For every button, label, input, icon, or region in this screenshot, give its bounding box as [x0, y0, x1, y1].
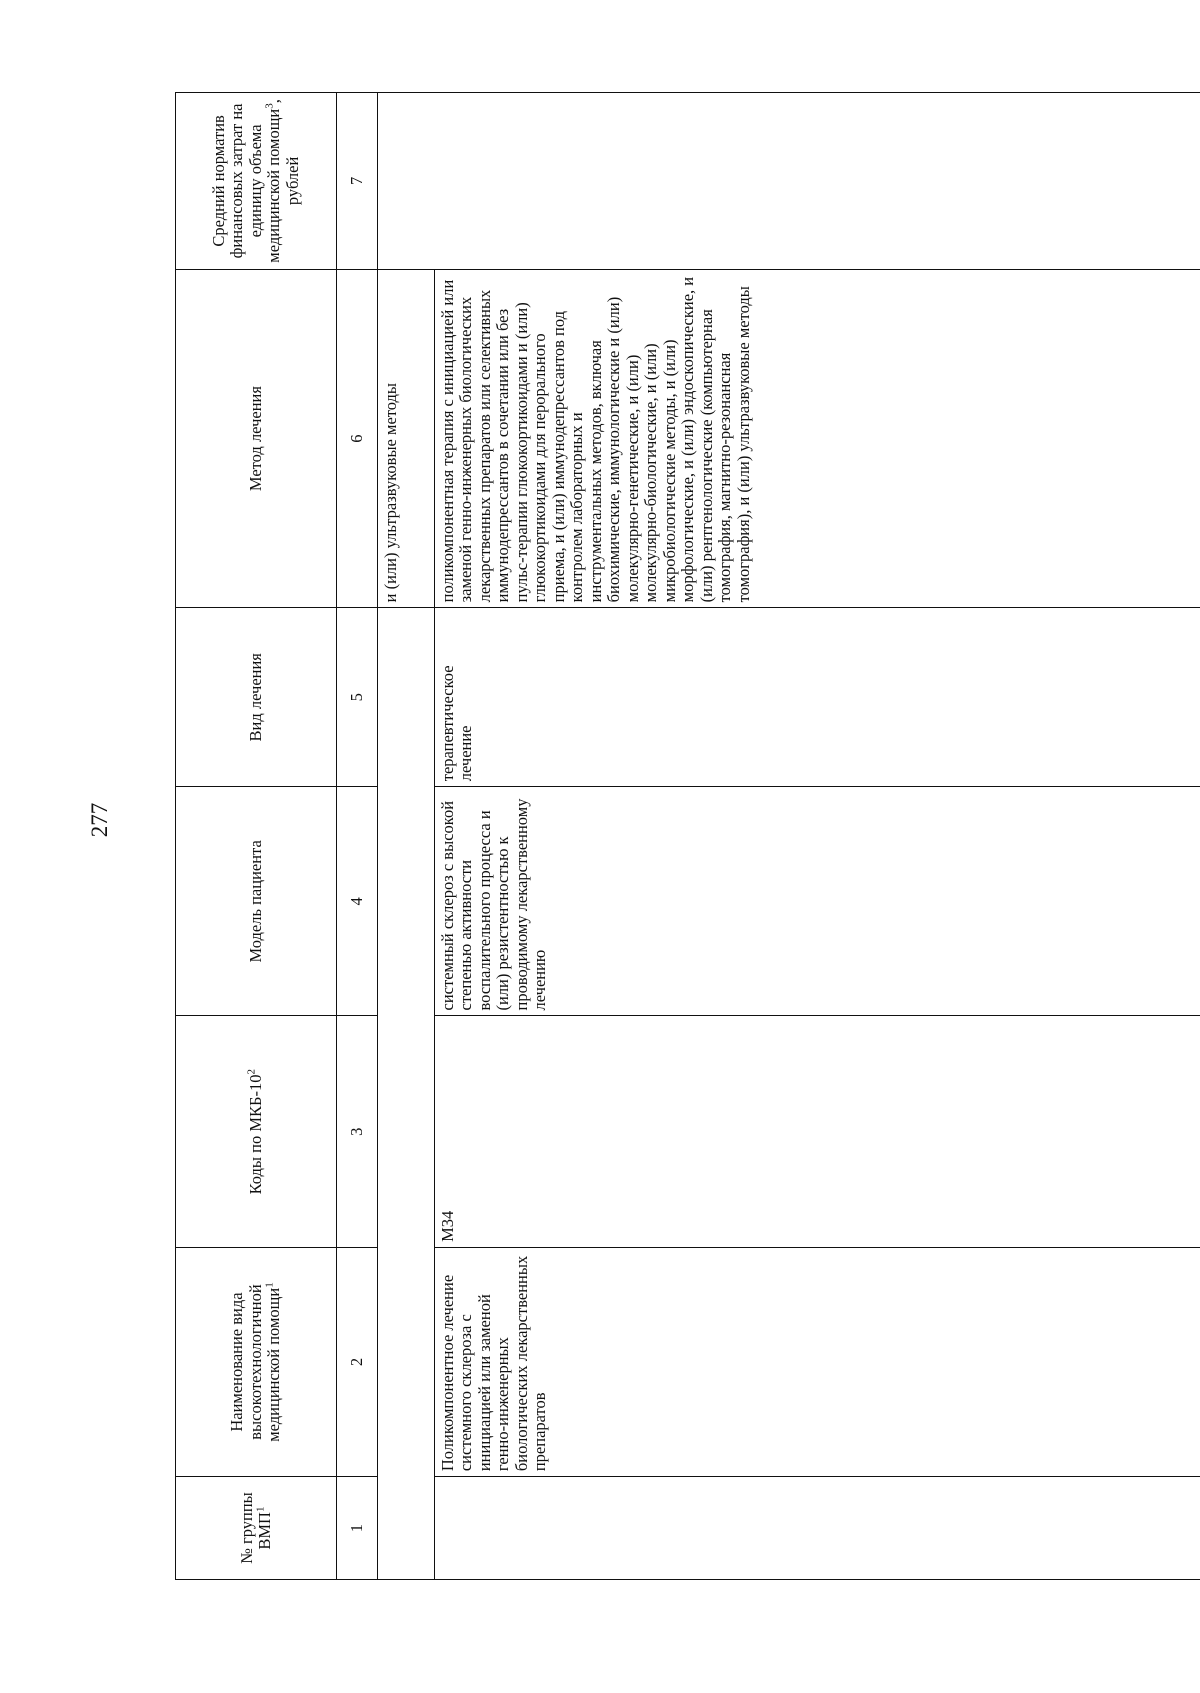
icd-code-cell: M34: [435, 1016, 1200, 1247]
column-number: 3: [337, 1016, 378, 1247]
treatment-method-cell: поликомпонентная терапия с инициацией или заменой генно-инженерных биологических лекарственных препаратов или селективных иммунодепрессантов в сочетании или без пульс-терапии глюкокортикоидами и (или) глюкокортикоидами для перорального приема, и (или) иммунодепрессантов под контролем лабораторных и инструментальных методов, включая биохимические, иммунологические и (или) молекулярно-генетические, и (или) молекулярно-биологические, и (или) микробиологические методы, и (или) морфологические, и (или) эндоскопические, и (или) рентгенологические (компьютерная томография, магнитно-резонансная томография), и (или) ультразвуковые методы: [435, 269, 1200, 608]
continuation-method-cell: и (или) ультразвуковые методы: [378, 269, 435, 608]
column-number: 4: [337, 787, 378, 1016]
patient-model-cell: системный склероз с высокой степенью активности воспалительного процесса и (или) резистентностью к проводимому лекарственному лечению: [435, 787, 1200, 1016]
header-patient-model: Модель пациента: [176, 787, 337, 1016]
continuation-empty-cell: [378, 608, 435, 1580]
continuation-row: [378, 93, 435, 1580]
header-cost: Средний норматив финансовых затрат на единицу объема медицинской помощи$^3$, рублей: [176, 93, 337, 270]
header-treatment-type: Вид лечения: [176, 608, 337, 787]
header-group-number: № группы ВМП$^1$: [176, 1477, 337, 1580]
column-number: 2: [337, 1247, 378, 1476]
header-treatment-method: Метод лечения: [176, 269, 337, 608]
cost-cell: [378, 93, 1200, 270]
rotated-table-container: [175, 92, 1200, 1580]
column-number-row: [337, 93, 378, 1580]
vmp-table: [175, 92, 1200, 1580]
column-number: 6: [337, 269, 378, 608]
group-number-cell: [435, 1477, 1200, 1580]
table-row: [435, 93, 1200, 1580]
column-number: 7: [337, 93, 378, 270]
column-number: 1: [337, 1477, 378, 1580]
care-name-cell: Поликомпонентное лечение системного склероза с инициацией или заменой генно-инженерных биологических лекарственных препаратов: [435, 1247, 1200, 1476]
header-row: [176, 93, 337, 1580]
header-care-name: Наименование вида высокотехнологичной медицинской помощи$^1$: [176, 1247, 337, 1476]
header-icd-codes: Коды по МКБ-$10^2$: [176, 1016, 337, 1247]
page-number: 277: [87, 802, 112, 838]
treatment-type-cell: терапевтическое лечение: [435, 608, 1200, 787]
column-number: 5: [337, 608, 378, 787]
